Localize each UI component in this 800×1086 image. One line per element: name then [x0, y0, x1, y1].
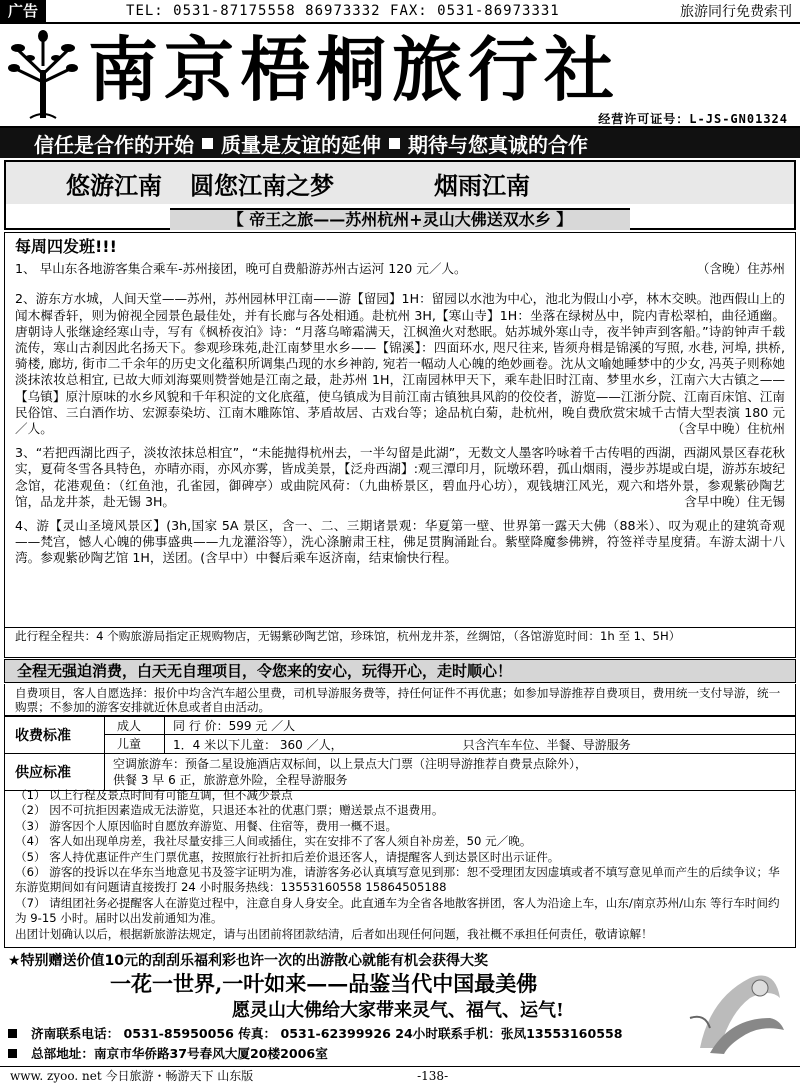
- agency-name: 南京梧桐旅行社: [88, 28, 620, 111]
- itinerary-day-3: [15, 445, 785, 510]
- note-item: （4） 客人如出现单房差，我社尽量安排三人间或插住，实在安排不了客人须自补房差，50 元／晚。: [15, 834, 532, 849]
- tree-logo-icon: [8, 30, 78, 120]
- supply-line-2: 供餐 3 早 6 正，旅游意外险，全程导游服务: [113, 773, 348, 787]
- day-3-meals: 含早中晚）住无锡: [684, 493, 785, 509]
- page-footer: [0, 1066, 800, 1086]
- note-item: 出团计划确认以后，根据新旅游法规定，请与出团前将团款结清，后者如出现任何问题，我社概不承担任何责任，敬请谅解！: [15, 926, 653, 941]
- child-price-includes: 只含汽车车位、半餐、导游服务: [462, 737, 631, 752]
- slogan-part: 信任是合作的开始: [34, 132, 194, 157]
- top-contact-numbers: TEL: 0531-87175558 86973332 FAX: 0531-86973331: [126, 3, 560, 19]
- note-item: （1） 以上行程及景点时间有可能互调，但不减少景点: [15, 788, 293, 802]
- square-bullet-icon: [389, 138, 400, 149]
- footer-site: www. zyoo. net 今日旅游・畅游天下 山东版: [10, 1069, 254, 1083]
- supply-row: [5, 753, 795, 790]
- child-price: 1．4 米以下儿童： 360 ／人，: [173, 737, 343, 752]
- tour-route: 【 帝王之旅——苏州杭州+灵山大佛送双水乡 】: [170, 208, 630, 230]
- day-1-text: 1、 早山东各地游客集合乘车-苏州接团，晚可自费船游苏州古运河 120 元／人。: [15, 261, 467, 277]
- slogan-part: 质量是友谊的延伸: [221, 132, 381, 157]
- tour-title-3: 烟雨江南: [434, 170, 530, 200]
- lottery-gift-note: ★特别赠送价值10元的刮刮乐福利彩也许一次的出游散心就能有机会获得大奖: [8, 953, 489, 969]
- supply-label: 供应标准: [5, 754, 105, 790]
- departure-schedule: 每周四发班!!!: [15, 237, 117, 256]
- itinerary: [4, 232, 796, 628]
- supply-line-1: 空调旅游车：预备二星设施酒店双标间，以上景点大门票（注明导游推荐自费景点除外），: [113, 757, 588, 771]
- top-strip: [0, 0, 800, 22]
- adult-price-row: [105, 717, 795, 735]
- tour-title-1: 悠游江南: [66, 170, 162, 200]
- pricing-row: [5, 716, 795, 753]
- note-item: （6） 游客的投诉以在华东当地意见书及签字证明为准，请游客务必认真填写意见到那：恕不受理团友因虚填或者不填写意见单而产生的后续争议；华东游览期间如有问题请直接拨打 24 小时服务热线：13553160558 15864505188: [15, 865, 780, 895]
- pricing-label: 收费标准: [5, 717, 105, 753]
- day-2-text: 2、游东方水城，人间天堂——苏州，苏州园林甲江南——游【留园】1H：留园以水池为中心，池北为假山小亭，林木交映。池西假山上的闻木樨香轩，则为俯视全园景色最佳处，并有长廊与各处相通。赴杭州 3H,【寒山寺】1H：坐落在绿树丛中，院内青松翠柏，曲径通幽。唐朝诗人张继途经寒山寺，写有《枫桥夜泊》诗：“月落乌啼霜满天，江枫渔火对愁眠。姑苏城外寒山寺，夜半钟声到客船。”诗韵钟声千载流传，寒山古刹因此名扬天下。参观珍珠苑,赴江南梦里水乡——【锦溪】：四面环水, 咫尺往来, 皆须舟楫是锦溪的写照, 水巷, 河埠, 拱桥, 骑楼, 廊坊, 街市二千余年的历史文化蕴积所调集凸现的水乡神韵, 宛若一幅动人心魄的绝妙画卷。沈从文喻她睡梦中的少女, 冯英子则称她淡抹浓妆总相宜, 已故大师刘海粟则赞誉她是江南之最，赴苏州 1H，江南园林甲天下，乘车赴旧时江南、梦里水乡，江南六大古镇之——【乌镇】原汁原味的水乡风貌和千年积淀的文化底蕴，使乌镇成为目前江南古镇独具风韵的佼佼者，游览——江浙分院、江南百床馆、江南民俗馆、三白酒作坊、宏源泰染坊、江南木雕陈馆、茅盾故居、古戏台等；途品杭白菊，赴杭州，晚自费欣赏宋城千古情大型表演 180 元／人。: [15, 291, 785, 437]
- slogan-bar: [0, 128, 800, 158]
- square-bullet-icon: [8, 1049, 17, 1058]
- child-price-row: [105, 735, 795, 753]
- day-1-meals: （含晚）住苏州: [696, 261, 785, 277]
- note-item: （7） 请组团社务必提醒客人在游览过程中，注意自身人身安全。此直通车为全省各地散客拼团，客人为沿途上车，山东/南京苏州/山东 等行车时间约为 9-15 小时。届时以出发前通知为准。: [15, 895, 780, 926]
- itinerary-day-4: [15, 518, 785, 567]
- free-catalog-note: 旅游同行免费索刊: [680, 4, 792, 20]
- promo-section: [0, 952, 800, 1064]
- day-3-text: 3、“若把西湖比西子，淡妆浓抹总相宜”，“未能抛得杭州去，一半勾留是此湖”，无数文人墨客吟咏着千古传唱的西湖，西湖风景区春花秋实，夏荷冬雪各具特色，亦晴亦雨，亦风亦雾，皆成美景，【泛舟西湖】:观三潭印月，阮墩环碧，孤山烟雨，漫步苏堤或白堤，游苏东坡纪念馆，花港观鱼：（红鱼池，孔雀园，御碑亭）或曲院风荷：（九曲桥景区，碧血丹心坊），观钱塘江风光，观六和塔外景，参观紫砂陶艺馆，品龙井茶，赴无锡 3H。: [15, 445, 785, 509]
- brand-header: [0, 22, 800, 128]
- adult-price: 同 行 价：599 元 ／人: [173, 719, 296, 733]
- self-pay-note: 自费项目，客人自愿选择：报价中均含汽车超公里费，司机导游服务费等，持任何证件不再优惠；如参加导游推荐自费项目，费用统一支付导游，统一购票；不参加的游客安排就近休息或者自由活动。: [4, 684, 796, 716]
- terms-notes: [4, 786, 796, 948]
- itinerary-day-2: [15, 291, 785, 437]
- hq-address-text: 总部地址：南京市华侨路37号春风大厦20楼2006室: [31, 1046, 328, 1061]
- promo-headline: 一花一世界,一叶如来——品鉴当代中国最美佛: [110, 971, 538, 996]
- ad-tag: 广告: [0, 0, 46, 22]
- pricing-table: [4, 716, 796, 791]
- promo-blessing: 愿灵山大佛给大家带来灵气、福气、运气!: [232, 1000, 564, 1021]
- day-2-meals: （含早中晚）住杭州: [671, 421, 785, 437]
- contact-phones: 济南联系电话： 0531-85950056 传真： 0531-62399926 24小时联系手机：张凤13553160558: [31, 1026, 623, 1041]
- no-forced-shopping-banner: 全程无强迫消费，白天无自理项目，令您来的安心，玩得开心，走时顺心！: [4, 659, 796, 683]
- day-4-text: 4、游【灵山圣境风景区】(3h,国家 5A 景区，含一、二、三期诸景观：华夏第一壁、世界第一露天大佛（88米）、叹为观止的建筑奇观——梵宫，憾人心魄的佛事盛典——九龙灌浴等），洗心涤腑肃王柱，佛足贯胸涌趾台。紫壁降魔参佛辨，符签祥寺星度猜。车游太湖十八湾。参观紫砂陶艺馆 1H，送团。(含早中）中餐后乘车返济南，结束愉快行程。: [15, 518, 785, 566]
- flower-ornament-icon: [680, 958, 790, 1058]
- note-item: （3） 游客因个人原因临时自愿放弃游览、用餐、住宿等，费用一概不退。: [15, 818, 398, 833]
- itinerary-day-1: [15, 261, 785, 277]
- tour-title-2: 圆您江南之梦: [190, 170, 334, 200]
- shopping-note: 此行程全程共：4 个购旅游局指定正规购物店，无锡紫砂陶艺馆，珍珠馆，杭州龙井茶，丝绸馆，（各馆游览时间：1h 至 1、5H）: [4, 628, 796, 658]
- page-number: -138-: [417, 1069, 449, 1083]
- tour-titles: [6, 162, 794, 204]
- license-number: 经营许可证号：L-JS-GN01324: [598, 112, 788, 126]
- square-bullet-icon: [8, 1029, 17, 1038]
- child-label: 儿童: [105, 735, 165, 753]
- tour-header-box: [4, 160, 796, 230]
- note-item: （5） 客人持优惠证件产生门票优惠，按照旅行社折扣后差价退还客人，请提醒客人到达景区时出示证件。: [15, 849, 560, 864]
- note-item: （2） 因不可抗拒因素造成无法游览，只退还本社的优惠门票；赠送景点不退费用。: [15, 803, 444, 818]
- square-bullet-icon: [202, 138, 213, 149]
- slogan-part: 期待与您真诚的合作: [408, 132, 588, 157]
- adult-label: 成人: [105, 717, 165, 734]
